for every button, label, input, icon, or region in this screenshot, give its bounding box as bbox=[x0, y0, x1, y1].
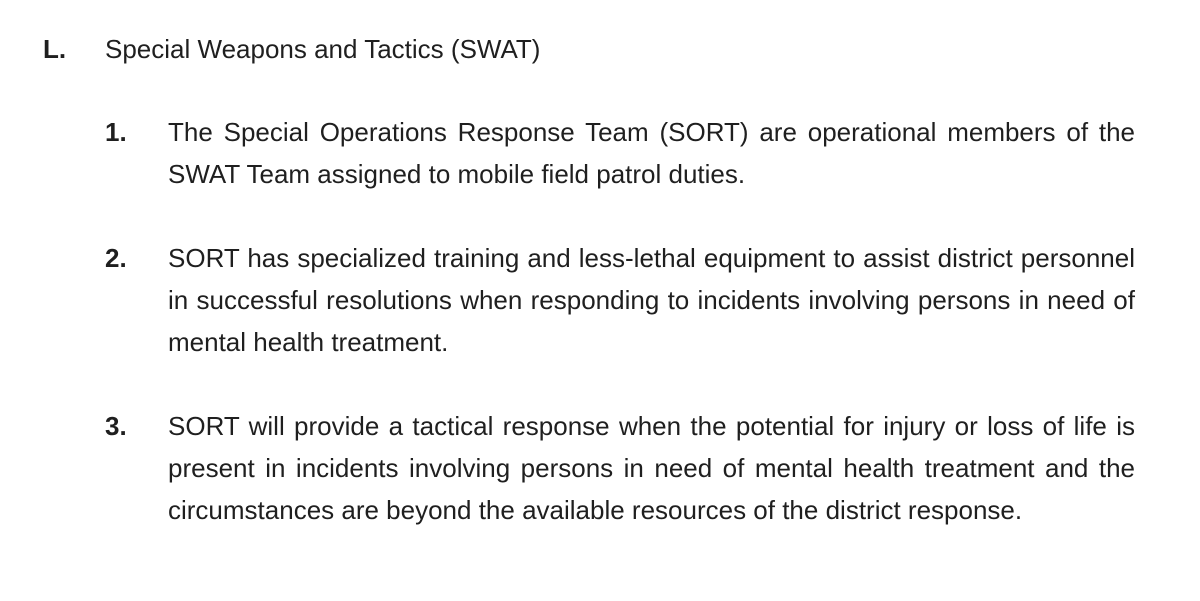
item-text: SORT will provide a tactical response when the potential for injury or loss of life is present in incidents involving persons in need of mental health treatment and the circumstances are beyond the available resources of the district response. bbox=[168, 411, 1135, 525]
section-header bbox=[43, 31, 540, 67]
section-title: Special Weapons and Tactics (SWAT) bbox=[105, 33, 541, 64]
item-number: 2. bbox=[105, 243, 127, 273]
item-number: 3. bbox=[105, 411, 127, 441]
item-text: SORT has specialized training and less-lethal equipment to assist district personnel in successful resolutions when responding to incidents involving persons in need of mental health treatment. bbox=[168, 243, 1135, 357]
item-text: The Special Operations Response Team (SORT) are operational members of the SWAT Team assigned to mobile field patrol duties. bbox=[168, 117, 1135, 189]
item-number: 1. bbox=[105, 117, 127, 147]
section-letter: L. bbox=[43, 33, 67, 64]
